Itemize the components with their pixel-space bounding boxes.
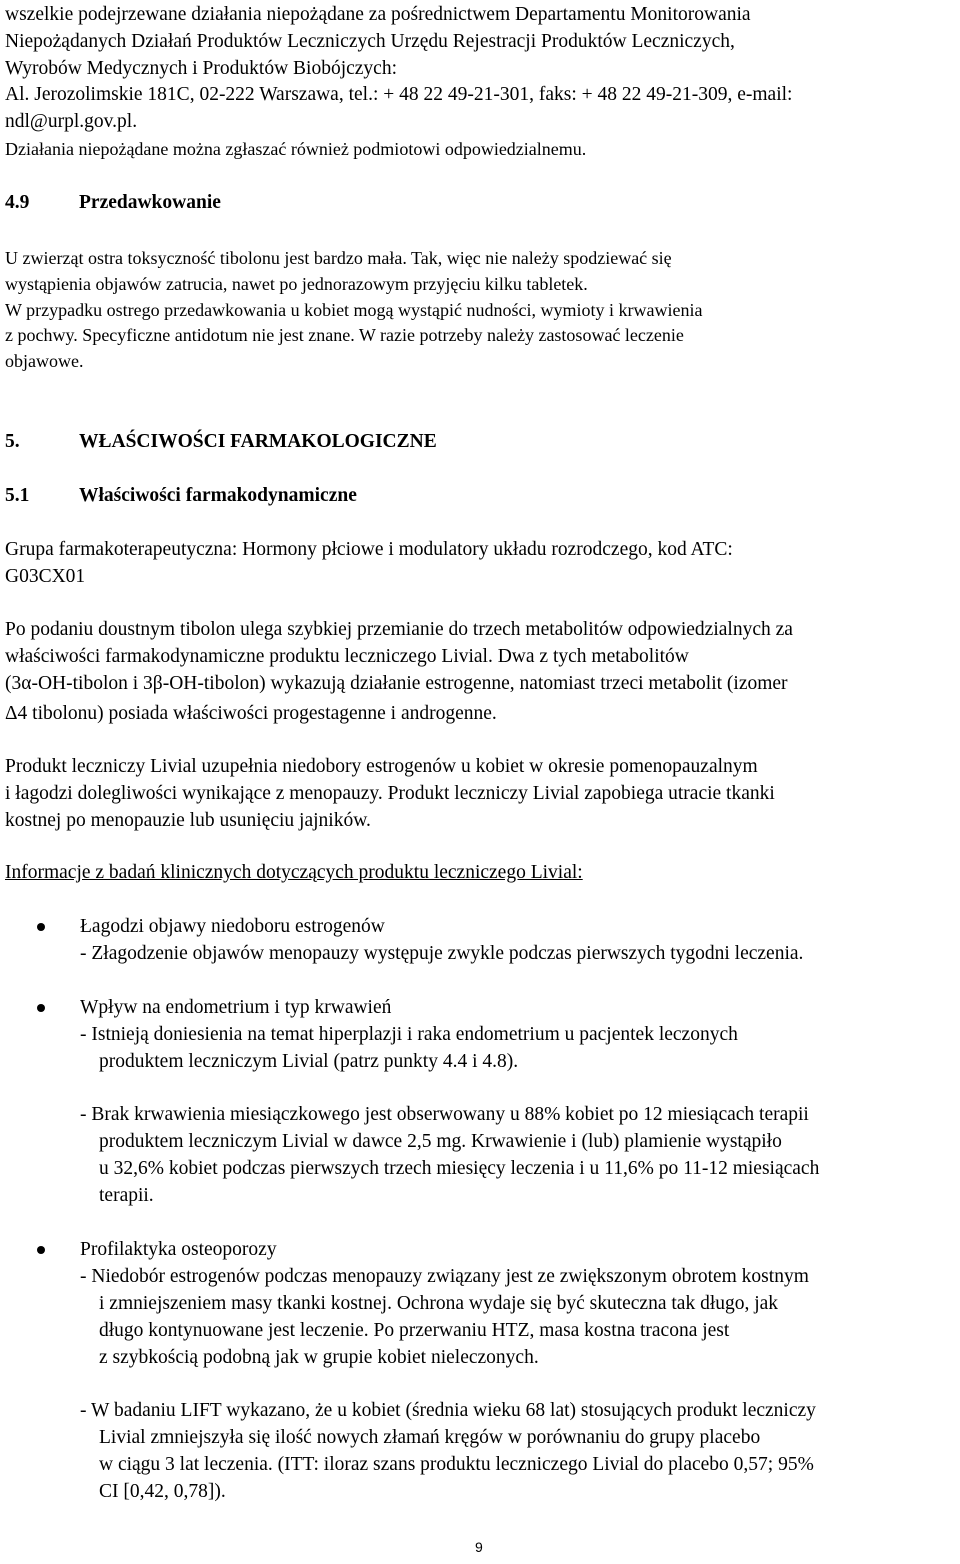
text-line: ndl@urpl.gov.pl. (5, 111, 138, 132)
text-line: objawowe. (5, 351, 84, 371)
text-line: produktem leczniczym Livial w dawce 2,5 mg. Krwawienie i (lub) plamienie wystąpiło (99, 1131, 782, 1152)
bullet-title: Profilaktyka osteoporozy (80, 1239, 277, 1260)
text-line: z szybkością podobną jak w grupie kobiet nieleczonych. (99, 1347, 539, 1368)
section-number: 5.1 (5, 485, 30, 506)
text-line: właściwości farmakodynamiczne produktu leczniczego Livial. Dwa z tych metabolitów (5, 646, 689, 667)
text-line: - Niedobór estrogenów podczas menopauzy związany jest ze zwiększonym obrotem kostnym (80, 1266, 809, 1287)
bullet-title: Wpływ na endometrium i typ krwawień (80, 997, 392, 1018)
text-line: G03CX01 (5, 566, 86, 587)
bullet-marker (37, 1004, 45, 1012)
text-line: u 32,6% kobiet podczas pierwszych trzech miesięcy leczenia i u 11,6% po 11-12 miesiącach (99, 1158, 820, 1179)
text-line: produktem leczniczym Livial (patrz punkty 4.4 i 4.8). (99, 1051, 519, 1072)
text-line: CI [0,42, 0,78]). (99, 1481, 226, 1502)
section-number: 4.9 (5, 192, 30, 213)
text-line: kostnej po menopauzie lub usunięciu jajników. (5, 810, 371, 831)
text-line: wystąpienia objawów zatrucia, nawet po jednorazowym przyjęciu kilku tabletek. (5, 274, 588, 294)
text-line: Grupa farmakoterapeutyczna: Hormony płciowe i modulatory układu rozrodczego, kod ATC: (5, 539, 733, 560)
clinical-info-heading: Informacje z badań klinicznych dotyczących produktu leczniczego Livial: (5, 862, 583, 883)
section-number: 5. (5, 431, 20, 452)
text-line: Livial zmniejszyła się ilość nowych złamań kręgów w porównaniu do grupy placebo (99, 1427, 761, 1448)
text-line: (3α-OH-tibolon i 3β-OH-tibolon) wykazują działanie estrogenne, natomiast trzeci metabolit (izomer (5, 673, 788, 694)
text-line: Działania niepożądane można zgłaszać również podmiotowi odpowiedzialnemu. (5, 139, 587, 159)
text-line: U zwierząt ostra toksyczność tibolonu jest bardzo mała. Tak, więc nie należy spodziewać się (5, 248, 672, 268)
text-line: z pochwy. Specyficzne antidotum nie jest znane. W razie potrzeby należy zastosować leczenie (5, 325, 684, 345)
text-line: wszelkie podejrzewane działania niepożądane za pośrednictwem Departamentu Monitorowania (5, 4, 751, 25)
section-title: WŁAŚCIWOŚCI FARMAKOLOGICZNE (79, 431, 437, 452)
text-line: - Brak krwawienia miesiączkowego jest obserwowany u 88% kobiet po 12 miesiącach terapii (80, 1104, 809, 1125)
bullet-title: Łagodzi objawy niedoboru estrogenów (80, 916, 385, 937)
text-line: w ciągu 3 lat leczenia. (ITT: iloraz szans produktu leczniczego Livial do placebo 0,57; 95% (99, 1454, 814, 1475)
text-line: Produkt leczniczy Livial uzupełnia niedobory estrogenów u kobiet w okresie pomenopauzalnym (5, 756, 758, 777)
text-line: i zmniejszeniem masy tkanki kostnej. Ochrona wydaje się być skuteczna tak długo, jak (99, 1293, 779, 1314)
bullet-marker (37, 923, 45, 931)
section-title: Przedawkowanie (79, 192, 221, 213)
text-line: długo kontynuowane jest leczenie. Po przerwaniu HTZ, masa kostna tracona jest (99, 1320, 730, 1341)
text-line: terapii. (99, 1185, 154, 1206)
section-title: Właściwości farmakodynamiczne (79, 485, 357, 506)
text-line: W przypadku ostrego przedawkowania u kobiet mogą wystąpić nudności, wymioty i krwawienia (5, 300, 703, 320)
page-number: 9 (475, 1539, 483, 1555)
bullet-marker (37, 1246, 45, 1254)
text-line: Δ4 tibolonu) posiada właściwości progestagenne i androgenne. (5, 703, 497, 724)
text-line: Po podaniu doustnym tibolon ulega szybkiej przemianie do trzech metabolitów odpowiedzialnych za (5, 619, 793, 640)
text-line: - Złagodzenie objawów menopauzy występuje zwykle podczas pierwszych tygodni leczenia. (80, 943, 804, 964)
text-line: Niepożądanych Działań Produktów Leczniczych Urzędu Rejestracji Produktów Leczniczych, (5, 31, 735, 52)
text-line: i łagodzi dolegliwości wynikające z menopauzy. Produkt leczniczy Livial zapobiega utracie tkanki (5, 783, 775, 804)
text-line: - Istnieją doniesienia na temat hiperplazji i raka endometrium u pacjentek leczonych (80, 1024, 738, 1045)
text-line: Wyrobów Medycznych i Produktów Biobójczych: (5, 58, 397, 79)
text-line: Al. Jerozolimskie 181C, 02-222 Warszawa, tel.: + 48 22 49-21-301, faks: + 48 22 49-21-309, e-mail: (5, 84, 793, 105)
text-line: - W badaniu LIFT wykazano, że u kobiet (średnia wieku 68 lat) stosujących produkt leczniczy (80, 1400, 816, 1421)
